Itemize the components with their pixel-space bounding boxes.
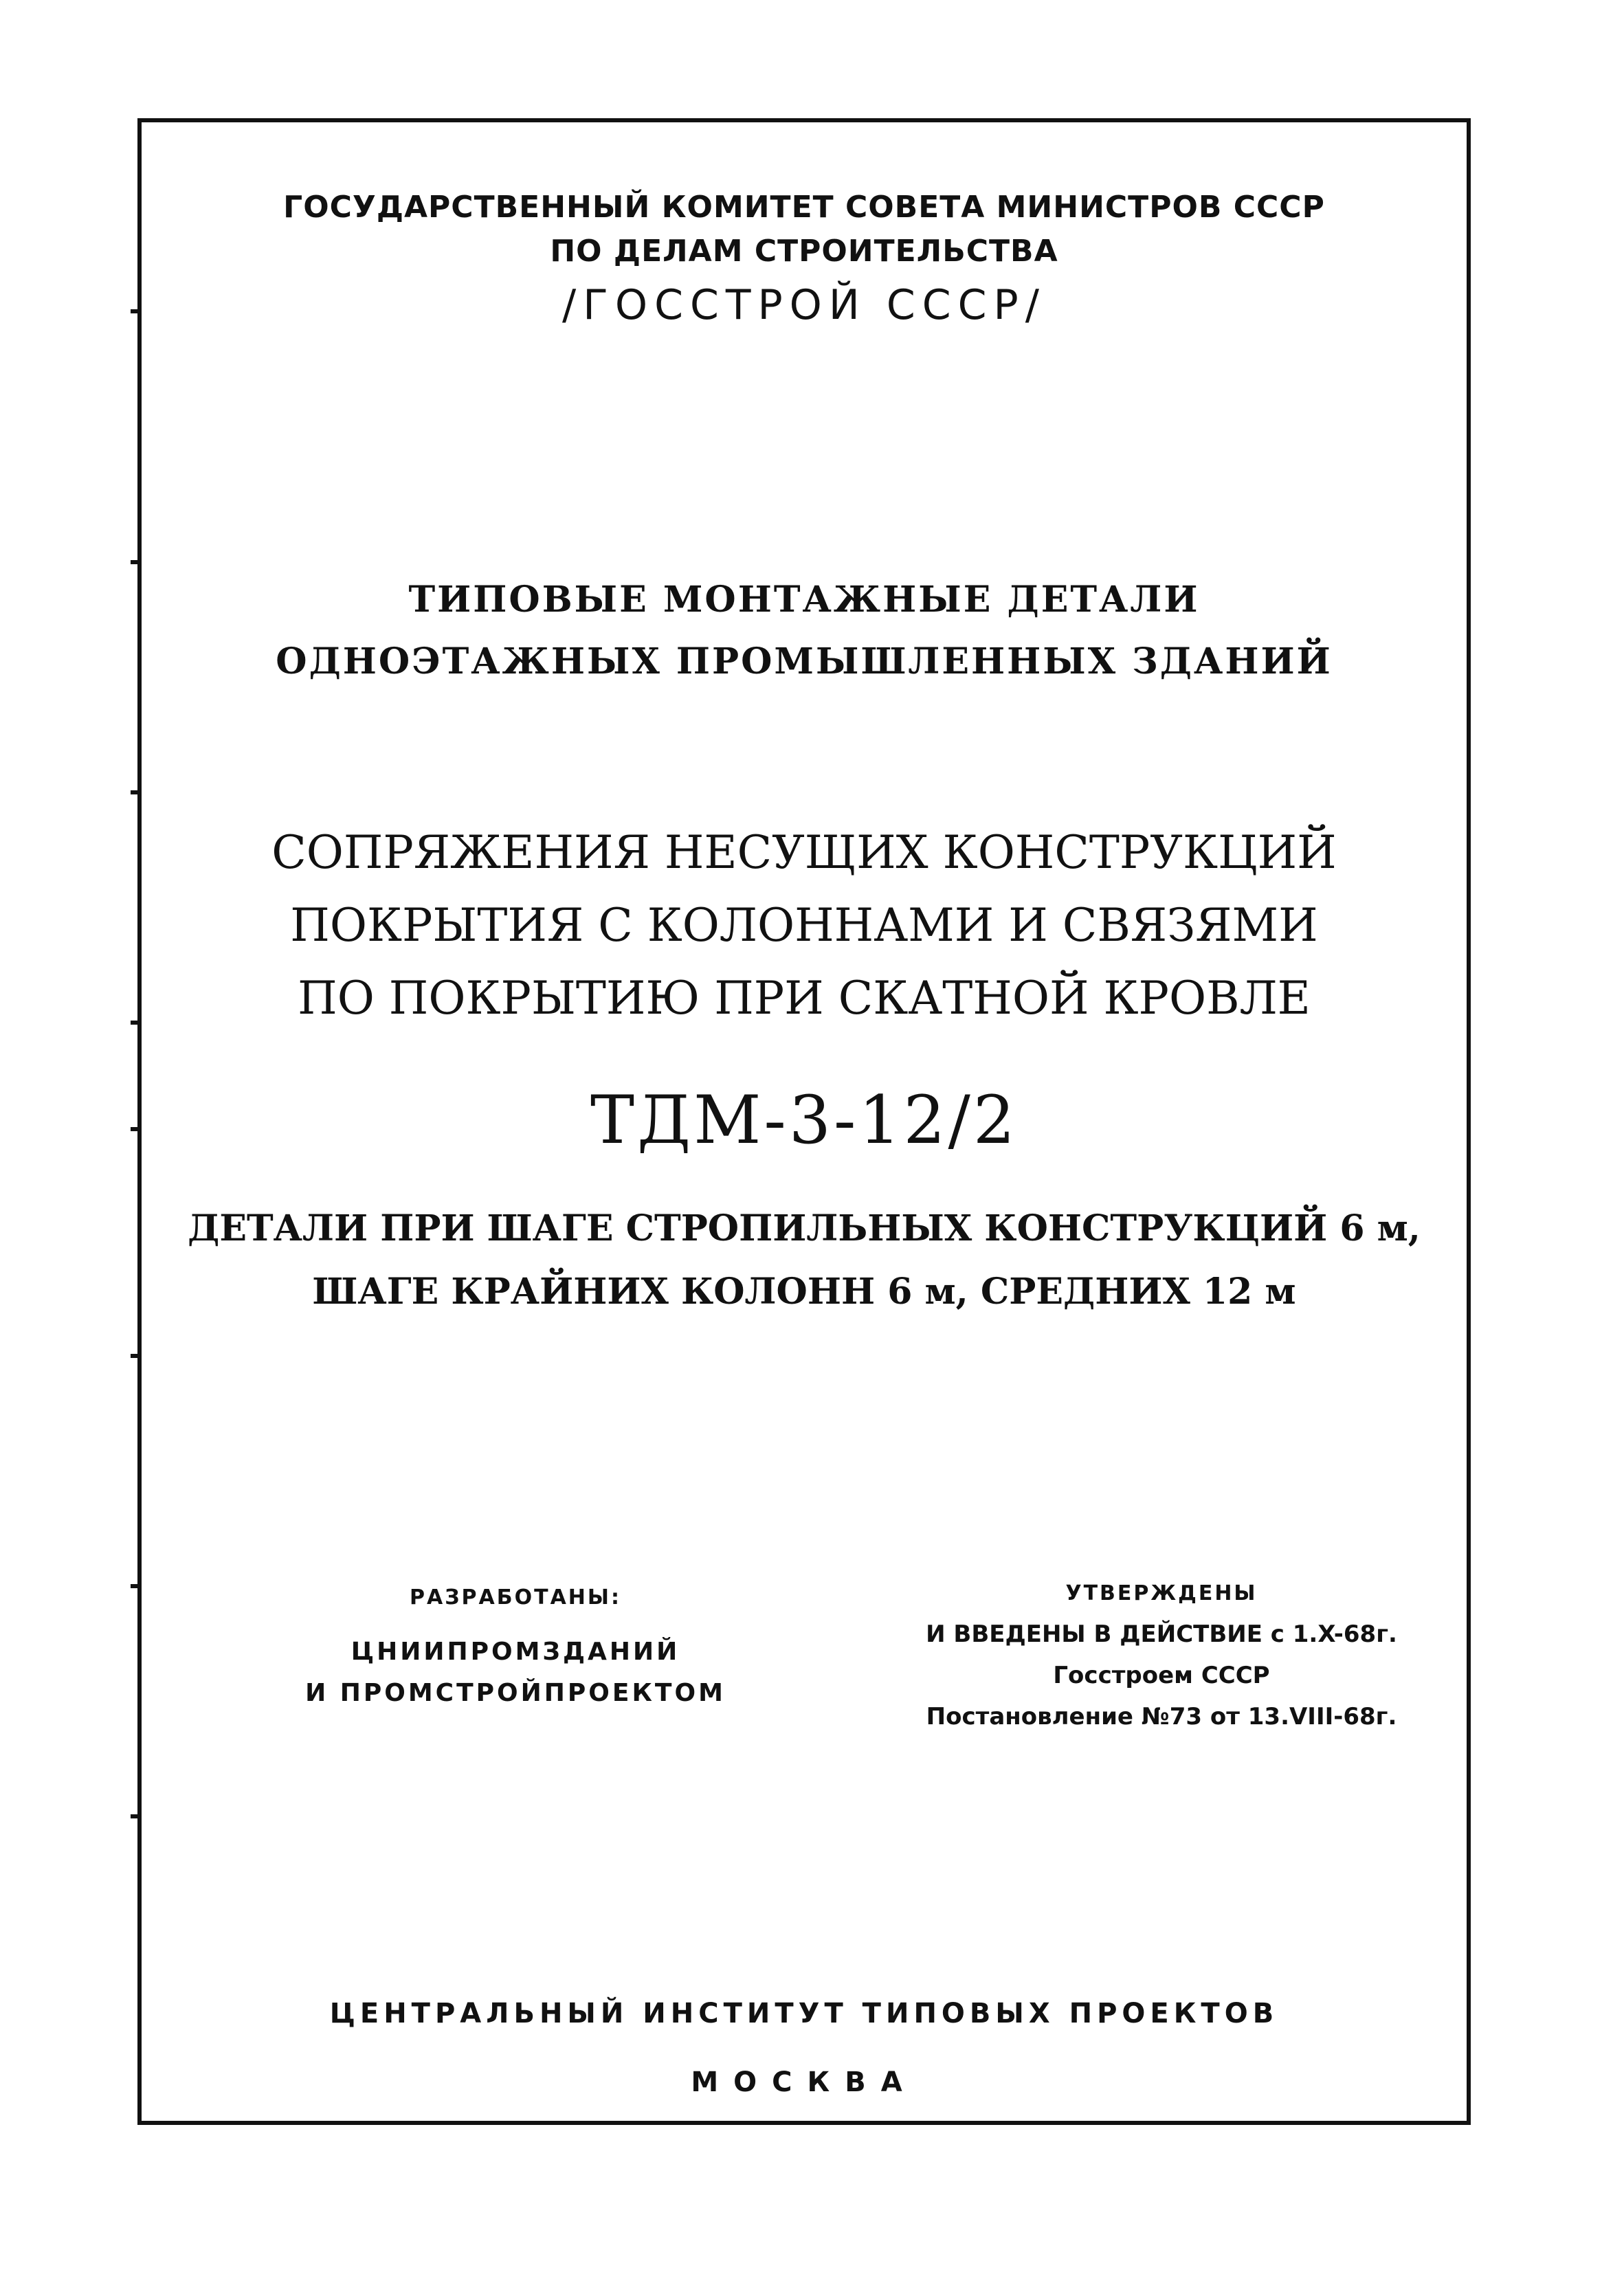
document-title-line-2: ПОКРЫТИЯ С КОЛОННАМИ И СВЯЗЯМИ xyxy=(290,899,1318,952)
subtitle-line-1: ДЕТАЛИ ПРИ ШАГЕ СТРОПИЛЬНЫХ КОНСТРУКЦИЙ 6 м, xyxy=(188,1207,1421,1249)
document-title-line-1: СОПРЯЖЕНИЯ НЕСУЩИХ КОНСТРУКЦИЙ xyxy=(271,826,1337,879)
edge-tick-mark xyxy=(131,1354,139,1358)
committee-abbreviation: /ГОССТРОЙ СССР/ xyxy=(562,281,1046,329)
approval-heading: УТВЕРЖДЕНЫ xyxy=(1065,1581,1258,1605)
committee-name-line-2: ПО ДЕЛАМ СТРОИТЕЛЬСТВА xyxy=(550,234,1058,269)
approval-effective-date: И ВВЕДЕНЫ В ДЕЙСТВИЕ с 1.X-68г. xyxy=(926,1621,1397,1648)
developer-name-1: ЦНИИПРОМЗДАНИЙ xyxy=(351,1638,680,1666)
developed-by-heading: РАЗРАБОТАНЫ: xyxy=(410,1585,621,1610)
edge-tick-mark xyxy=(131,790,139,794)
series-title-line-1: ТИПОВЫЕ МОНТАЖНЫЕ ДЕТАЛИ xyxy=(408,579,1200,621)
publisher-city: МОСКВА xyxy=(691,2067,917,2098)
series-title-line-2: ОДНОЭТАЖНЫХ ПРОМЫШЛЕННЫХ ЗДАНИЙ xyxy=(276,641,1333,682)
subtitle-line-2: ШАГЕ КРАЙНИХ КОЛОНН 6 м, СРЕДНИХ 12 м xyxy=(312,1271,1296,1313)
edge-tick-mark xyxy=(131,1584,139,1588)
developed-by-section xyxy=(241,1574,790,1714)
document-title-line-3: ПО ПОКРЫТИЮ ПРИ СКАТНОЙ КРОВЛЕ xyxy=(298,972,1311,1025)
document-title xyxy=(137,816,1471,1035)
edge-tick-mark xyxy=(131,1814,139,1818)
committee-name-line-1: ГОСУДАРСТВЕННЫЙ КОМИТЕТ СОВЕТА МИНИСТРОВ СССР xyxy=(283,190,1325,225)
series-title xyxy=(137,569,1471,693)
approval-authority: Госстроем СССР xyxy=(1053,1662,1270,1689)
issuing-committee xyxy=(137,186,1471,337)
developer-name-2: И ПРОМСТРОЙПРОЕКТОМ xyxy=(305,1679,726,1707)
publisher-institute: ЦЕНТРАЛЬНЫЙ ИНСТИТУТ ТИПОВЫХ ПРОЕКТОВ xyxy=(329,1998,1279,2029)
approval-section xyxy=(873,1574,1450,1737)
approval-resolution: Постановление №73 от 13.VIII-68г. xyxy=(926,1703,1397,1730)
publisher-footer xyxy=(137,1979,1471,2117)
edge-tick-mark xyxy=(131,560,139,564)
document-subtitle xyxy=(137,1197,1471,1324)
document-code: ТДМ-3-12/2 xyxy=(590,1082,1018,1159)
